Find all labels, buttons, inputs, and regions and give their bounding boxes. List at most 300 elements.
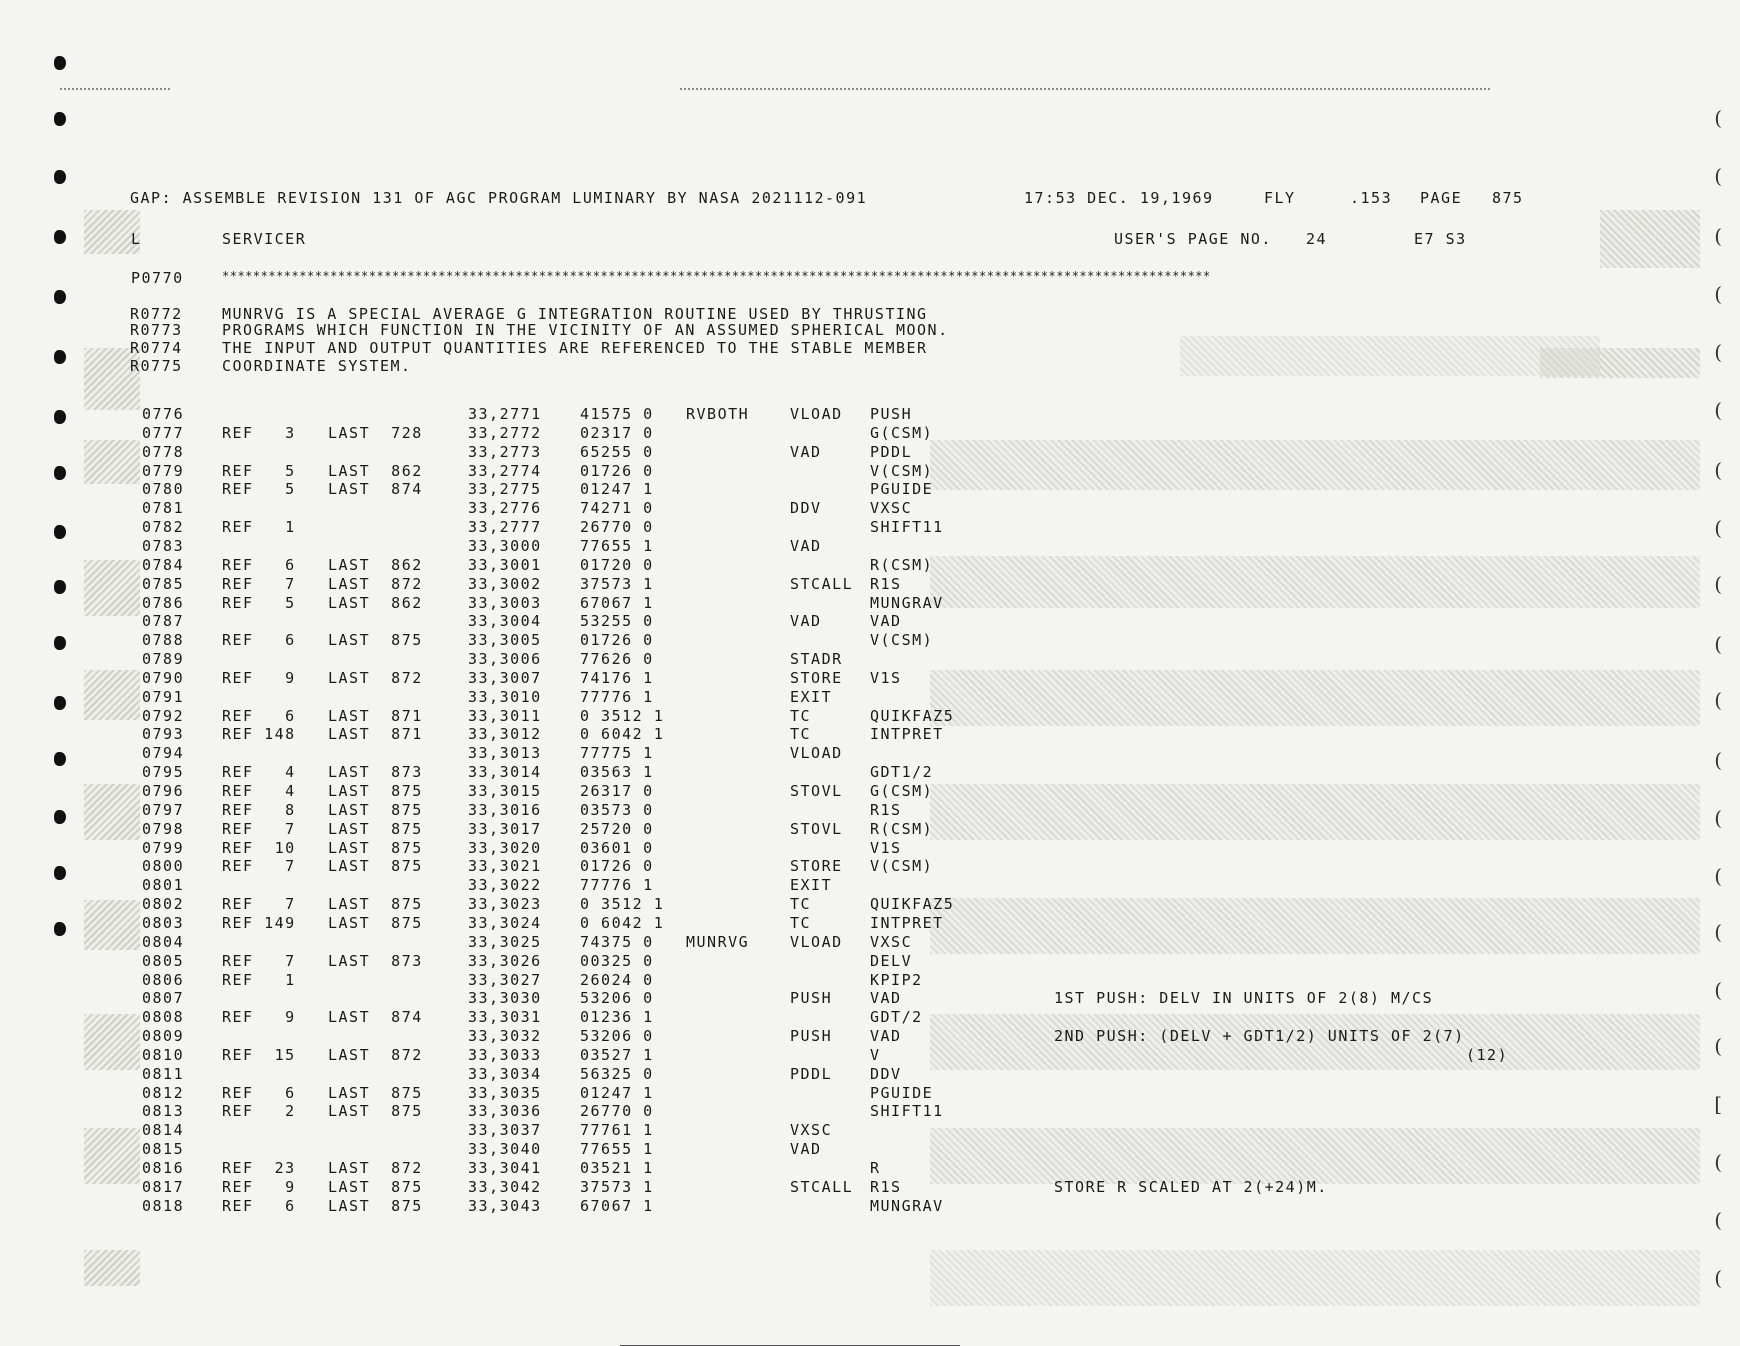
row-line-number: 0815 <box>142 1140 185 1158</box>
row-word: 25720 0 <box>580 820 654 838</box>
row-last: LAST 872 <box>328 1159 423 1177</box>
row-opcode: STOVL <box>790 782 843 800</box>
row-word: 0 3512 1 <box>580 895 665 913</box>
scan-smudge <box>930 784 1700 840</box>
row-line-number: 0776 <box>142 405 185 423</box>
row-operand: V(CSM) <box>870 857 934 875</box>
punch-hole-mark <box>54 410 66 424</box>
row-opcode: VLOAD <box>790 405 843 423</box>
row-address: 33,3017 <box>468 820 542 838</box>
row-last: LAST 875 <box>328 820 423 838</box>
row-comment: (12) <box>1466 1046 1509 1064</box>
row-word: 01236 1 <box>580 1008 654 1026</box>
row-line-number: 0796 <box>142 782 185 800</box>
punch-hole-mark <box>54 56 66 70</box>
row-address: 33,3010 <box>468 688 542 706</box>
row-ref: REF 1 <box>222 518 296 536</box>
row-address: 33,3031 <box>468 1008 542 1026</box>
row-ref: REF 7 <box>222 575 296 593</box>
punch-hole-mark <box>54 466 66 480</box>
c-mark: ( <box>1714 1266 1722 1290</box>
row-ref: REF 3 <box>222 424 296 442</box>
row-ref: REF 8 <box>222 801 296 819</box>
remark-text: MUNRVG IS A SPECIAL AVERAGE G INTEGRATION ROUTINE USED BY THRUSTING <box>222 305 928 323</box>
row-last: LAST 874 <box>328 1008 423 1026</box>
row-last: LAST 872 <box>328 1046 423 1064</box>
punch-hole-mark <box>54 810 66 824</box>
row-address: 33,3026 <box>468 952 542 970</box>
row-line-number: 0793 <box>142 725 185 743</box>
row-ref: REF 6 <box>222 1084 296 1102</box>
row-address: 33,2773 <box>468 443 542 461</box>
row-opcode: VAD <box>790 443 822 461</box>
header-page-number: 875 <box>1492 189 1524 207</box>
row-word: 53206 0 <box>580 989 654 1007</box>
row-opcode: STADR <box>790 650 843 668</box>
row-ref: REF 23 <box>222 1159 296 1177</box>
row-word: 67067 1 <box>580 1197 654 1215</box>
row-opcode: DDV <box>790 499 822 517</box>
row-address: 33,2777 <box>468 518 542 536</box>
row-address: 33,3041 <box>468 1159 542 1177</box>
row-opcode: PUSH <box>790 1027 833 1045</box>
row-address: 33,3015 <box>468 782 542 800</box>
row-opcode: VXSC <box>790 1121 833 1139</box>
c-mark: ( <box>1714 340 1722 364</box>
scan-smudge <box>84 900 140 950</box>
remark-text: COORDINATE SYSTEM. <box>222 357 412 375</box>
row-address: 33,3012 <box>468 725 542 743</box>
row-last: LAST 875 <box>328 839 423 857</box>
c-mark: ( <box>1714 978 1722 1002</box>
row-opcode: VAD <box>790 1140 822 1158</box>
row-operand: G(CSM) <box>870 424 934 442</box>
e7-code: E7 S3 <box>1414 230 1467 248</box>
row-opcode: TC <box>790 725 812 743</box>
row-address: 33,3002 <box>468 575 542 593</box>
row-opcode: VLOAD <box>790 744 843 762</box>
row-operand: MUNGRAV <box>870 594 944 612</box>
row-operand: SHIFT11 <box>870 1102 944 1120</box>
row-operand: V(CSM) <box>870 631 934 649</box>
row-operand: GDT1/2 <box>870 763 934 781</box>
row-address: 33,3042 <box>468 1178 542 1196</box>
row-line-number: 0813 <box>142 1102 185 1120</box>
row-operand: MUNGRAV <box>870 1197 944 1215</box>
row-word: 01726 0 <box>580 857 654 875</box>
row-operand: PUSH <box>870 405 913 423</box>
remark-line-number: R0774 <box>130 339 183 357</box>
scan-smudge <box>84 1128 140 1184</box>
row-opcode: STCALL <box>790 1178 854 1196</box>
row-line-number: 0777 <box>142 424 185 442</box>
row-word: 26317 0 <box>580 782 654 800</box>
users-page-label: USER'S PAGE NO. <box>1114 230 1272 248</box>
header-page-label: PAGE <box>1420 189 1463 207</box>
row-word: 53206 0 <box>580 1027 654 1045</box>
row-operand: PDDL <box>870 443 913 461</box>
header-fly: FLY <box>1264 189 1296 207</box>
row-word: 01247 1 <box>580 480 654 498</box>
c-mark: ( <box>1714 632 1722 656</box>
row-opcode: STCALL <box>790 575 854 593</box>
row-ref: REF 7 <box>222 895 296 913</box>
row-address: 33,3020 <box>468 839 542 857</box>
row-line-number: 0798 <box>142 820 185 838</box>
row-word: 53255 0 <box>580 612 654 630</box>
row-line-number: 0802 <box>142 895 185 913</box>
row-line-number: 0786 <box>142 594 185 612</box>
row-operand: VXSC <box>870 499 913 517</box>
row-last: LAST 862 <box>328 594 423 612</box>
row-address: 33,2772 <box>468 424 542 442</box>
row-last: LAST 872 <box>328 575 423 593</box>
row-word: 77776 1 <box>580 688 654 706</box>
c-mark: ( <box>1714 864 1722 888</box>
row-opcode: TC <box>790 895 812 913</box>
row-operand: R(CSM) <box>870 556 934 574</box>
row-ref: REF 6 <box>222 556 296 574</box>
row-operand: R1S <box>870 575 902 593</box>
row-word: 77776 1 <box>580 876 654 894</box>
row-opcode: VAD <box>790 612 822 630</box>
row-address: 33,3003 <box>468 594 542 612</box>
row-line-number: 0785 <box>142 575 185 593</box>
row-operand: R1S <box>870 801 902 819</box>
punch-hole-mark <box>54 290 66 304</box>
row-address: 33,3007 <box>468 669 542 687</box>
row-opcode: EXIT <box>790 688 833 706</box>
row-opcode: STOVL <box>790 820 843 838</box>
row-last: LAST 875 <box>328 914 423 932</box>
row-word: 02317 0 <box>580 424 654 442</box>
punch-hole-mark <box>54 525 66 539</box>
row-last: LAST 875 <box>328 1084 423 1102</box>
row-word: 26024 0 <box>580 971 654 989</box>
c-mark: ( <box>1714 1034 1722 1058</box>
row-word: 74271 0 <box>580 499 654 517</box>
row-address: 33,3033 <box>468 1046 542 1064</box>
row-word: 26770 0 <box>580 518 654 536</box>
row-word: 77761 1 <box>580 1121 654 1139</box>
row-last: LAST 871 <box>328 707 423 725</box>
row-word: 03601 0 <box>580 839 654 857</box>
punch-hole-mark <box>54 636 66 650</box>
c-mark: ( <box>1714 224 1722 248</box>
row-address: 33,2774 <box>468 462 542 480</box>
section-name: SERVICER <box>222 230 307 248</box>
row-operand: QUIKFAZ5 <box>870 895 955 913</box>
row-word: 00325 0 <box>580 952 654 970</box>
c-mark: ( <box>1714 1150 1722 1174</box>
scan-smudge <box>84 560 140 616</box>
row-operand: PGUIDE <box>870 1084 934 1102</box>
row-address: 33,3016 <box>468 801 542 819</box>
row-address: 33,3040 <box>468 1140 542 1158</box>
row-line-number: 0788 <box>142 631 185 649</box>
row-word: 74375 0 <box>580 933 654 951</box>
row-line-number: 0805 <box>142 952 185 970</box>
scan-smudge <box>930 898 1700 954</box>
remark-line-number: R0773 <box>130 321 183 339</box>
row-ref: REF 4 <box>222 763 296 781</box>
row-line-number: 0792 <box>142 707 185 725</box>
row-operand: R <box>870 1159 881 1177</box>
punch-hole-mark <box>54 922 66 936</box>
row-line-number: 0803 <box>142 914 185 932</box>
scan-smudge <box>930 1250 1700 1306</box>
row-comment: 2ND PUSH: (DELV + GDT1/2) UNITS OF 2(7) <box>1054 1027 1465 1045</box>
row-address: 33,3013 <box>468 744 542 762</box>
row-ref: REF 7 <box>222 857 296 875</box>
punch-hole-mark <box>54 170 66 184</box>
row-line-number: 0780 <box>142 480 185 498</box>
row-operand: R(CSM) <box>870 820 934 838</box>
row-opcode: PDDL <box>790 1065 833 1083</box>
row-operand: G(CSM) <box>870 782 934 800</box>
row-operand: DELV <box>870 952 913 970</box>
row-operand: VAD <box>870 989 902 1007</box>
scan-smudge <box>930 440 1700 490</box>
row-address: 33,3022 <box>468 876 542 894</box>
row-ref: REF 6 <box>222 1197 296 1215</box>
header-title-line: GAP: ASSEMBLE REVISION 131 OF AGC PROGRAM LUMINARY BY NASA 2021112-091 <box>130 189 868 207</box>
row-address: 33,3004 <box>468 612 542 630</box>
row-word: 77775 1 <box>580 744 654 762</box>
scan-smudge <box>84 440 140 484</box>
scan-smudge <box>1180 336 1600 376</box>
row-address: 33,2775 <box>468 480 542 498</box>
c-mark: [ <box>1714 1092 1722 1116</box>
row-address: 33,3036 <box>468 1102 542 1120</box>
row-address: 33,3014 <box>468 763 542 781</box>
row-line-number: 0790 <box>142 669 185 687</box>
scan-smudge <box>84 1014 140 1070</box>
c-mark: ( <box>1714 920 1722 944</box>
row-opcode: TC <box>790 914 812 932</box>
row-word: 01726 0 <box>580 631 654 649</box>
c-mark: ( <box>1714 748 1722 772</box>
remark-text: THE INPUT AND OUTPUT QUANTITIES ARE REFERENCED TO THE STABLE MEMBER <box>222 339 928 357</box>
row-line-number: 0778 <box>142 443 185 461</box>
punch-hole-mark <box>54 866 66 880</box>
row-ref: REF 1 <box>222 971 296 989</box>
row-line-number: 0794 <box>142 744 185 762</box>
row-line-number: 0816 <box>142 1159 185 1177</box>
row-word: 56325 0 <box>580 1065 654 1083</box>
row-ref: REF 149 <box>222 914 296 932</box>
row-address: 33,3034 <box>468 1065 542 1083</box>
punch-hole-mark <box>54 696 66 710</box>
row-address: 33,3027 <box>468 971 542 989</box>
row-ref: REF 6 <box>222 631 296 649</box>
row-last: LAST 875 <box>328 1178 423 1196</box>
row-ref: REF 15 <box>222 1046 296 1064</box>
row-word: 37573 1 <box>580 575 654 593</box>
row-word: 01247 1 <box>580 1084 654 1102</box>
row-word: 0 3512 1 <box>580 707 665 725</box>
remark-line-number: R0775 <box>130 357 183 375</box>
row-last: LAST 875 <box>328 801 423 819</box>
row-ref: REF 7 <box>222 820 296 838</box>
scan-smudge <box>84 784 140 840</box>
row-last: LAST 875 <box>328 895 423 913</box>
row-operand: SHIFT11 <box>870 518 944 536</box>
scan-smudge <box>930 1128 1700 1184</box>
row-address: 33,2771 <box>468 405 542 423</box>
header-code: .153 <box>1350 189 1393 207</box>
remark-text: PROGRAMS WHICH FUNCTION IN THE VICINITY OF AN ASSUMED SPHERICAL MOON. <box>222 321 949 339</box>
row-opcode: TC <box>790 707 812 725</box>
row-last: LAST 872 <box>328 669 423 687</box>
row-last: LAST 873 <box>328 952 423 970</box>
row-word: 65255 0 <box>580 443 654 461</box>
row-line-number: 0804 <box>142 933 185 951</box>
row-operand: QUIKFAZ5 <box>870 707 955 725</box>
remark-line-number: R0772 <box>130 305 183 323</box>
row-last: LAST 875 <box>328 631 423 649</box>
row-line-number: 0783 <box>142 537 185 555</box>
row-opcode: STORE <box>790 857 843 875</box>
row-line-number: 0784 <box>142 556 185 574</box>
row-last: LAST 873 <box>328 763 423 781</box>
punch-hole-mark <box>54 752 66 766</box>
row-last: LAST 875 <box>328 857 423 875</box>
row-line-number: 0814 <box>142 1121 185 1139</box>
row-last: LAST 862 <box>328 462 423 480</box>
row-word: 26770 0 <box>580 1102 654 1120</box>
row-operand: KPIP2 <box>870 971 923 989</box>
row-operand: INTPRET <box>870 725 944 743</box>
row-line-number: 0787 <box>142 612 185 630</box>
row-operand: VAD <box>870 1027 902 1045</box>
punch-hole-mark <box>54 112 66 126</box>
scan-smudge <box>84 670 140 720</box>
row-line-number: 0795 <box>142 763 185 781</box>
scan-smudge <box>1600 210 1700 268</box>
row-opcode: STORE <box>790 669 843 687</box>
row-opcode: VAD <box>790 537 822 555</box>
row-line-number: 0799 <box>142 839 185 857</box>
row-operand: VXSC <box>870 933 913 951</box>
subheader-l: L <box>131 230 142 248</box>
c-mark: ( <box>1714 688 1722 712</box>
row-line-number: 0789 <box>142 650 185 668</box>
row-label: MUNRVG <box>686 933 750 951</box>
c-mark: ( <box>1714 398 1722 422</box>
row-ref: REF 9 <box>222 1178 296 1196</box>
header-time: 17:53 DEC. 19,1969 <box>1024 189 1214 207</box>
row-line-number: 0801 <box>142 876 185 894</box>
row-address: 33,2776 <box>468 499 542 517</box>
row-operand: V1S <box>870 839 902 857</box>
row-operand: V1S <box>870 669 902 687</box>
row-word: 01720 0 <box>580 556 654 574</box>
row-last: LAST 874 <box>328 480 423 498</box>
row-address: 33,3005 <box>468 631 542 649</box>
row-operand: R1S <box>870 1178 902 1196</box>
row-ref: REF 4 <box>222 782 296 800</box>
row-ref: REF 5 <box>222 594 296 612</box>
c-mark: ( <box>1714 282 1722 306</box>
scan-smudge <box>930 670 1700 726</box>
row-address: 33,3011 <box>468 707 542 725</box>
row-line-number: 0810 <box>142 1046 185 1064</box>
row-word: 77655 1 <box>580 1140 654 1158</box>
row-ref: REF 6 <box>222 707 296 725</box>
row-line-number: 0812 <box>142 1084 185 1102</box>
row-operand: V <box>870 1046 881 1064</box>
row-address: 33,3023 <box>468 895 542 913</box>
c-mark: ( <box>1714 164 1722 188</box>
row-operand: DDV <box>870 1065 902 1083</box>
row-opcode: EXIT <box>790 876 833 894</box>
row-opcode: PUSH <box>790 989 833 1007</box>
c-mark: ( <box>1714 806 1722 830</box>
row-address: 33,3037 <box>468 1121 542 1139</box>
row-ref: REF 5 <box>222 462 296 480</box>
row-line-number: 0779 <box>142 462 185 480</box>
row-ref: REF 2 <box>222 1102 296 1120</box>
row-line-number: 0791 <box>142 688 185 706</box>
row-line-number: 0818 <box>142 1197 185 1215</box>
perforation-line <box>60 88 170 92</box>
row-label: RVBOTH <box>686 405 750 423</box>
punch-hole-mark <box>54 230 66 244</box>
c-mark: ( <box>1714 516 1722 540</box>
row-word: 0 6042 1 <box>580 725 665 743</box>
row-address: 33,3000 <box>468 537 542 555</box>
row-line-number: 0781 <box>142 499 185 517</box>
row-operand: V(CSM) <box>870 462 934 480</box>
row-address: 33,3030 <box>468 989 542 1007</box>
row-ref: REF 5 <box>222 480 296 498</box>
perforation-line <box>680 88 1490 92</box>
row-word: 41575 0 <box>580 405 654 423</box>
row-line-number: 0800 <box>142 857 185 875</box>
row-comment: STORE R SCALED AT 2(+24)M. <box>1054 1178 1328 1196</box>
row-address: 33,3043 <box>468 1197 542 1215</box>
row-last: LAST 871 <box>328 725 423 743</box>
row-ref: REF 9 <box>222 669 296 687</box>
row-word: 03527 1 <box>580 1046 654 1064</box>
row-operand: INTPRET <box>870 914 944 932</box>
row-word: 67067 1 <box>580 594 654 612</box>
scan-smudge <box>84 1250 140 1286</box>
row-address: 33,3021 <box>468 857 542 875</box>
row-ref: REF 148 <box>222 725 296 743</box>
row-last: LAST 875 <box>328 1197 423 1215</box>
row-ref: REF 10 <box>222 839 296 857</box>
row-address: 33,3006 <box>468 650 542 668</box>
row-word: 03563 1 <box>580 763 654 781</box>
row-address: 33,3001 <box>468 556 542 574</box>
row-word: 77655 1 <box>580 537 654 555</box>
c-mark: ( <box>1714 458 1722 482</box>
row-operand: GDT/2 <box>870 1008 923 1026</box>
row-address: 33,3024 <box>468 914 542 932</box>
row-line-number: 0808 <box>142 1008 185 1026</box>
row-last: LAST 875 <box>328 1102 423 1120</box>
c-mark: ( <box>1714 572 1722 596</box>
c-mark: ( <box>1714 1208 1722 1232</box>
row-word: 77626 0 <box>580 650 654 668</box>
punch-hole-mark <box>54 580 66 594</box>
row-operand: PGUIDE <box>870 480 934 498</box>
row-word: 0 6042 1 <box>580 914 665 932</box>
row-word: 74176 1 <box>580 669 654 687</box>
row-line-number: 0809 <box>142 1027 185 1045</box>
